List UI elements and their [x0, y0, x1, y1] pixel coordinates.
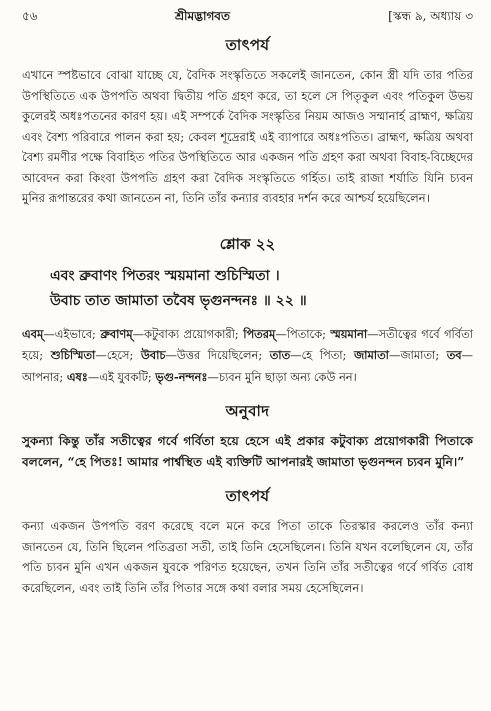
synonym-meaning: —হেসে;: [95, 348, 141, 362]
synonym-entry: [243, 327, 330, 341]
translation-text: সুকন্যা কিন্তু তাঁর সতীত্বের গর্বে গর্বিতা হয়ে হেসে এই প্রকার কটুবাক্য প্রয়োগকারী পিতাকে বললেন, “হে পিতঃ! আমার পার্শ্বস্থিত এই ব্যক্তিটি আপনারই জামাতা ভৃগুনন্দন চ্যবন মুনি।”: [22, 434, 473, 469]
synonym-entry: [22, 327, 100, 341]
synonym-meaning: —চ্যবন মুনি ছাড়া অন্য কেউ নন।: [207, 369, 357, 384]
verse-line-1: এবং ব্রুবাণং পিতরং স্ময়মানা শুচিস্মিতা ।: [50, 267, 280, 284]
synonym-term: স্ময়মানা: [330, 326, 368, 341]
synonym-meaning: —উত্তর দিয়েছিলেন;: [165, 348, 270, 362]
synonym-meaning: —আপনার;: [22, 348, 474, 384]
synonym-entry: [100, 327, 243, 341]
synonym-term: শুচিস্মিতা: [50, 348, 96, 362]
page-number: ৫৬: [22, 9, 38, 23]
chapter-location: [স্কন্ধ ৯, অধ্যায় ৩: [388, 9, 473, 23]
running-header: [22, 8, 473, 28]
translation-heading: অনুবাদ: [225, 402, 270, 420]
purport-text-2: কন্যা একজন উপপতি বরণ করেছে বলে মনে করে পিতা তাকে তিরস্কার করলেও তাঁর কন্যা জানতেন যে, তিনি ছিলেন পতিব্রতা সতী, তাই তিনি হেসেছিলেন। তিনি যখন বলেছিলেন যে, তাঁর পতি চ্যবন মুনি এখন একজন যুবকে পরিণত হয়েছেন, তখন তিনি তাঁর সতীত্বের গর্বে গর্বিত বোধ করেছিলেন, এবং তাই তিনি তাঁর পিতার সঙ্গে কথা বলার সময় হেসেছিলেন।: [22, 519, 473, 595]
synonym-term: জামাতা: [353, 348, 389, 362]
word-meanings: [22, 324, 473, 389]
synonym-meaning: —এইভাবে;: [43, 326, 101, 341]
synonym-meaning: —এই যুবকটি;: [87, 369, 156, 384]
synonym-meaning: —জামাতা;: [388, 348, 447, 362]
synonym-entry: [155, 370, 356, 384]
synonym-term: ভৃগু-নন্দনঃ: [155, 369, 208, 384]
synonym-entry: [354, 348, 447, 362]
purport-heading: তাৎপর্য: [225, 36, 270, 54]
verse-text: [50, 264, 445, 314]
synonym-term: এষঃ: [66, 369, 88, 384]
synonym-meaning: —হে পিতা;: [290, 348, 354, 362]
synonym-term: এবম্: [22, 326, 44, 341]
verse-number: শ্লোক ২২: [219, 234, 276, 253]
purport-heading-2: তাৎপর্য: [225, 487, 270, 505]
synonym-entry: [141, 348, 270, 362]
book-title: শ্রীমদ্ভাগবত: [174, 9, 230, 23]
synonym-meaning: —সতীত্বের গর্বে গর্বিতা হয়ে;: [22, 326, 473, 362]
verse-line-2: উবাচ তাত জামাতা তবৈষ ভৃগুনন্দনঃ ॥ ২২ ॥: [50, 292, 307, 309]
synonym-entry: [67, 370, 155, 384]
synonym-term: তাত: [269, 348, 291, 362]
synonym-term: তব: [446, 348, 462, 362]
synonym-meaning: —কটুবাক্য প্রয়োগকারী;: [132, 326, 244, 341]
synonym-term: উবাচ: [140, 348, 166, 362]
synonym-entry: [270, 348, 354, 362]
purport-text: এখানে স্পষ্টভাবে বোঝা যাচ্ছে যে, বৈদিক সংস্কৃতিতে সকলেই জানতেন, কোন স্ত্রী যদি তার পতির উপস্থিতিতে এক উপপতি অথবা দ্বিতীয় পতি গ্রহণ করে, তা হলে সে পিতৃকুল এবং পতিকুল উভয় কুলেরই অধঃপতনের কারণ হয়। এই সম্পর্কে বৈদিক সংস্কৃতির নিয়ম আজও সম্মানার্হ ব্রাহ্মণ, ক্ষত্রিয় এবং বৈশ্য পরিবারে পালন করা হয়; কেবল শূদ্রেরাই এই ব্যাপারে অধঃপতিত। ব্রাহ্মণ, ক্ষত্রিয় অথবা বৈশ্য রমণীর পক্ষে বিবাহিত পতির উপস্থিতিতে আর একজন পতি গ্রহণ করা অথবা বিবাহ-বিচ্ছেদের আবেদন করা কিংবা উপপতি গ্রহণ করা বৈদিক সংস্কৃতিতে গর্হিত। তাই রাজা শর্যাতি যিনি চ্যবন মুনির রূপান্তরের কথা জানতেন না, তিনি তাঁর কন্যার ব্যবহার দর্শন করে আশ্চর্য হয়েছিলেন।: [22, 68, 473, 205]
synonym-term: ব্রুবাণম্: [100, 326, 133, 341]
synonym-entry: [51, 348, 141, 362]
synonym-term: পিতরম্: [243, 326, 276, 341]
synonym-meaning: —পিতাকে;: [275, 326, 331, 341]
